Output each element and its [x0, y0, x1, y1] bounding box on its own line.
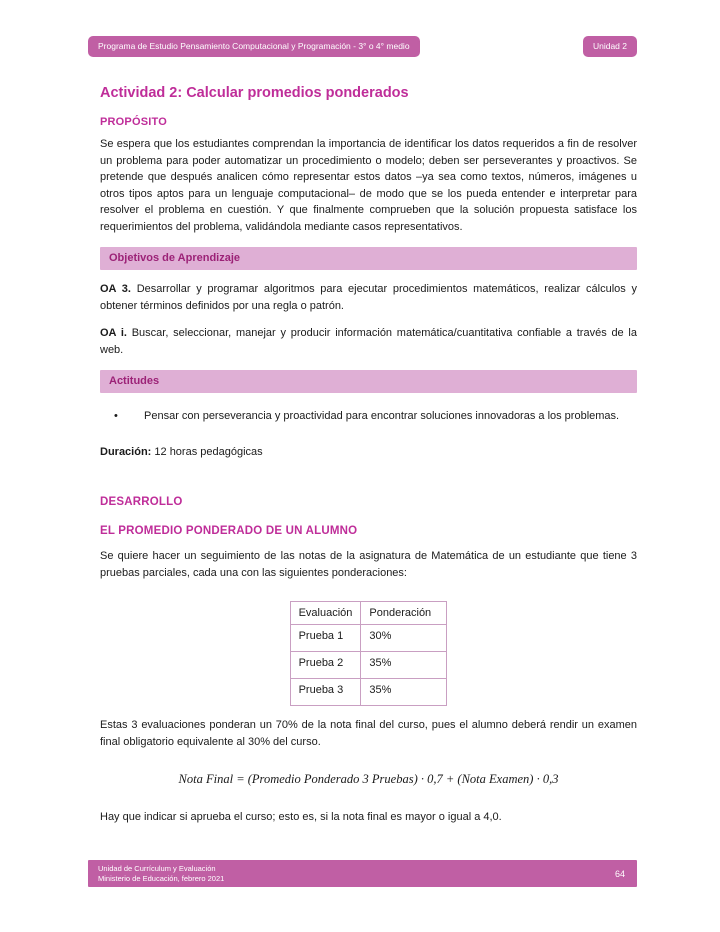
- duracion-line: [100, 446, 637, 458]
- intro-paragraph: Se quiere hacer un seguimiento de las notas de la asignatura de Matemática de un estudiante que tiene 3 pruebas parciales, cada una con las siguientes ponderaciones:: [100, 550, 637, 579]
- program-title-badge: Programa de Estudio Pensamiento Computacional y Programación - 3° o 4° medio: [88, 36, 420, 57]
- footer-page-number: 64: [614, 868, 625, 879]
- unit-badge: Unidad 2: [583, 36, 637, 57]
- footer-line2: Ministerio de Educación, febrero 2021: [98, 873, 225, 883]
- promedio-heading: EL PROMEDIO PONDERADO DE UN ALUMNO: [100, 525, 358, 537]
- activity-title: Actividad 2: Calcular promedios ponderados: [100, 85, 409, 101]
- footer-band: [88, 860, 637, 887]
- duracion-label: Duración:: [100, 446, 152, 458]
- page-header: [88, 36, 637, 57]
- nota-final-formula: Nota Final = (Promedio Ponderado 3 Pruebas) · 0,7 + (Nota Examen) · 0,3: [178, 772, 559, 786]
- oa3-paragraph: [100, 281, 637, 314]
- oai-label: OA i.: [100, 327, 127, 339]
- table-header-ponderacion: Ponderación: [361, 602, 447, 625]
- proposito-heading: PROPÓSITO: [100, 116, 167, 128]
- actitudes-band: Actitudes: [100, 370, 637, 393]
- after-table-paragraph: Estas 3 evaluaciones ponderan un 70% de la nota final del curso, pues el alumno deberá rendir un examen final obligatorio equivalente al 30% del curso.: [100, 719, 637, 748]
- table-cell-prueba: Prueba 3: [290, 679, 361, 706]
- table-cell-peso: 30%: [361, 625, 447, 652]
- table-header-row: [290, 602, 447, 625]
- oai-text: Buscar, seleccionar, manejar y producir información matemática/cuantitativa confiable a través de la web.: [100, 327, 637, 356]
- ponderaciones-table: [290, 601, 448, 706]
- desarrollo-heading: DESARROLLO: [100, 496, 183, 508]
- oai-paragraph: [100, 325, 637, 358]
- actitudes-bullet-item: [100, 408, 637, 424]
- table-row: [290, 652, 447, 679]
- footer-credits: [98, 864, 224, 884]
- closing-paragraph: Hay que indicar si aprueba el curso; esto es, si la nota final es mayor o igual a 4,0.: [100, 811, 502, 823]
- table-row: [290, 679, 447, 706]
- proposito-paragraph: Se espera que los estudiantes comprendan la importancia de identificar los datos requeridos a fin de resolver un problema para poder automatizar un procedimiento o modelo; deben ser perseverantes y proactivos. Se pretende que después analicen cómo representar estos datos –ya sea como textos, números, imágenes u otros tipos aptos para un lenguaje computacional– de modo que se los pueda entender e interpretar para resolver el problema en cuestión. Y que finalmente comprueben que la solución propuesta satisface los requerimientos del problema, validándola mediante casos representativos.: [100, 138, 637, 233]
- oa3-label: OA 3.: [100, 283, 131, 295]
- footer-line1: Unidad de Currículum y Evaluación: [98, 863, 216, 873]
- bullet-icon: •: [114, 410, 118, 422]
- duracion-value: 12 horas pedagógicas: [151, 446, 263, 458]
- objetivos-band: Objetivos de Aprendizaje: [100, 247, 637, 270]
- table-cell-peso: 35%: [361, 652, 447, 679]
- table-header-evaluacion: Evaluación: [290, 602, 361, 625]
- actitudes-bullet-text: Pensar con perseverancia y proactividad para encontrar soluciones innovadoras a los problemas.: [144, 410, 620, 422]
- table-cell-prueba: Prueba 1: [290, 625, 361, 652]
- table-cell-prueba: Prueba 2: [290, 652, 361, 679]
- oa3-text: Desarrollar y programar algoritmos para ejecutar procedimientos matemáticos, realizar cálculos y obtener términos definidos por una regla o patrón.: [100, 283, 637, 312]
- table-row: [290, 625, 447, 652]
- table-cell-peso: 35%: [361, 679, 447, 706]
